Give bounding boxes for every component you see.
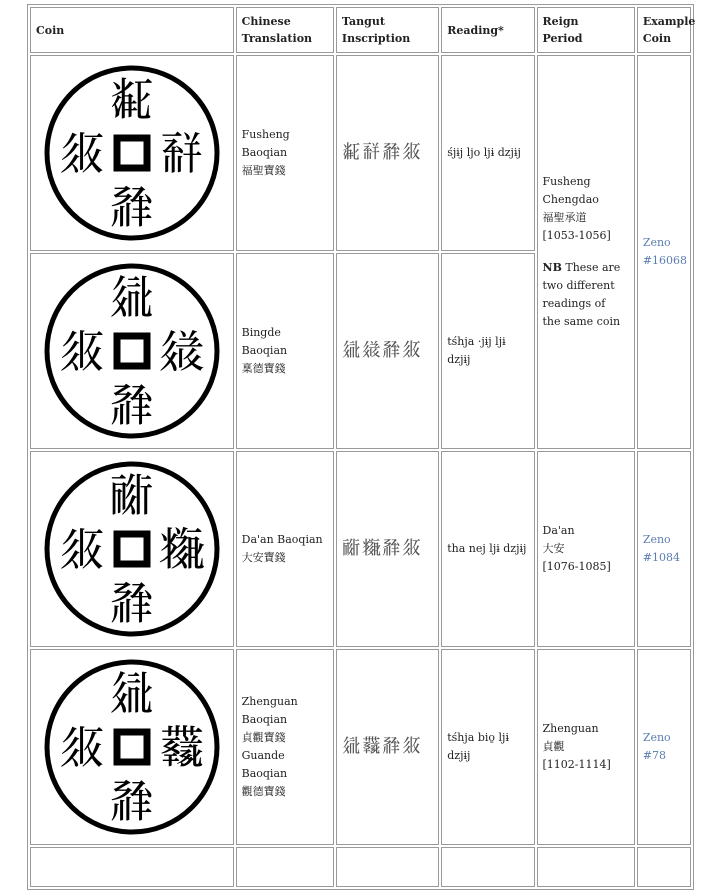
coin-glyph-right: 𗷖 [158,720,205,774]
coin-glyph-left: 𗼇 [58,126,105,180]
coin-image [42,459,222,639]
example-coin-link[interactable]: Zeno #16068 [642,236,688,267]
header-tangut-inscription: Tangut Inscription [336,7,439,53]
tangut-inscription-cell: 𗣼𗧊𗴂𗼇 [336,253,439,449]
coin-glyph-left: 𗼇 [58,720,105,774]
example-coin-cell[interactable] [637,55,691,449]
example-coin-link[interactable]: Zeno #78 [642,731,671,762]
table-row [30,649,691,845]
reign-period-cell: Da'an 大安 [1076-1085] [537,451,635,647]
reign-period-cell: Fusheng Chengdao 福聖承道 [1053-1056] NB These are two different readings of the same coin [537,55,635,449]
coin-glyph-bottom: 𗴂 [108,576,155,630]
reading-cell: tśhja bio̱ ljɨ dzjɨj [441,649,534,845]
coin-image [42,657,222,837]
example-coin-cell[interactable] [637,649,691,845]
coin-glyph-top: 𗠁 [108,468,155,522]
coin-glyph-left: 𗼇 [58,522,105,576]
coin-glyph-top: 𗣼 [108,270,155,324]
coin-glyph-right: 𗧊 [158,324,205,378]
coin-image-cell [30,55,234,251]
header-example-coin: Example Coin [637,7,691,53]
table-row [30,55,691,251]
chinese-translation-cell: Zhenguan Baoqian 貞觀寶錢 Guande Baoqian 觀德寶錢 [236,649,334,845]
reign-period-cell: Zhenguan 貞觀 [1102-1114] [537,649,635,845]
reading-cell: śjɨj ljo ljɨ dzjɨj [441,55,534,251]
reading-cell: tha nej ljɨ dzjɨj [441,451,534,647]
table-row [30,847,691,887]
coin-glyph-top: 𗣼 [108,666,155,720]
tangut-inscription-cell: 𘕿𘈴𗴂𗼇 [336,55,439,251]
coin-glyph-top: 𘕿 [108,72,155,126]
coin-glyph-right: 𗯝 [158,522,205,576]
chinese-translation-cell: Da'an Baoqian 大安寶錢 [236,451,334,647]
header-coin: Coin [30,7,234,53]
example-coin-link[interactable]: Zeno #1084 [642,533,681,564]
coin-image-cell [30,451,234,647]
coin-table [27,4,694,890]
coin-image-cell [30,847,234,887]
example-coin-cell[interactable] [637,451,691,647]
tangut-inscription-cell: 𗠁𗯝𗴂𗼇 [336,451,439,647]
header-reign-period: Reign Period [537,7,635,53]
coin-glyph-bottom: 𗴂 [108,180,155,234]
coin-image [42,63,222,243]
header-row [30,7,691,53]
table-row [30,451,691,647]
header-chinese-translation: Chinese Translation [236,7,334,53]
header-reading: Reading* [441,7,534,53]
coin-glyph-left: 𗼇 [58,324,105,378]
coin-glyph-right: 𘈴 [158,126,205,180]
coin-image-cell [30,253,234,449]
nb-label: NB [542,261,562,274]
coin-image-cell [30,649,234,845]
chinese-translation-cell: Bingde Baoqian 稟德寶錢 [236,253,334,449]
coin-glyph-bottom: 𗴂 [108,378,155,432]
coin-image [42,261,222,441]
coin-glyph-bottom: 𗴂 [108,774,155,828]
tangut-inscription-cell: 𗣼𗷖𗴂𗼇 [336,649,439,845]
chinese-translation-cell: Fusheng Baoqian 福聖寶錢 [236,55,334,251]
reading-cell: tśhja ·jɨj ljɨ dzjɨj [441,253,534,449]
